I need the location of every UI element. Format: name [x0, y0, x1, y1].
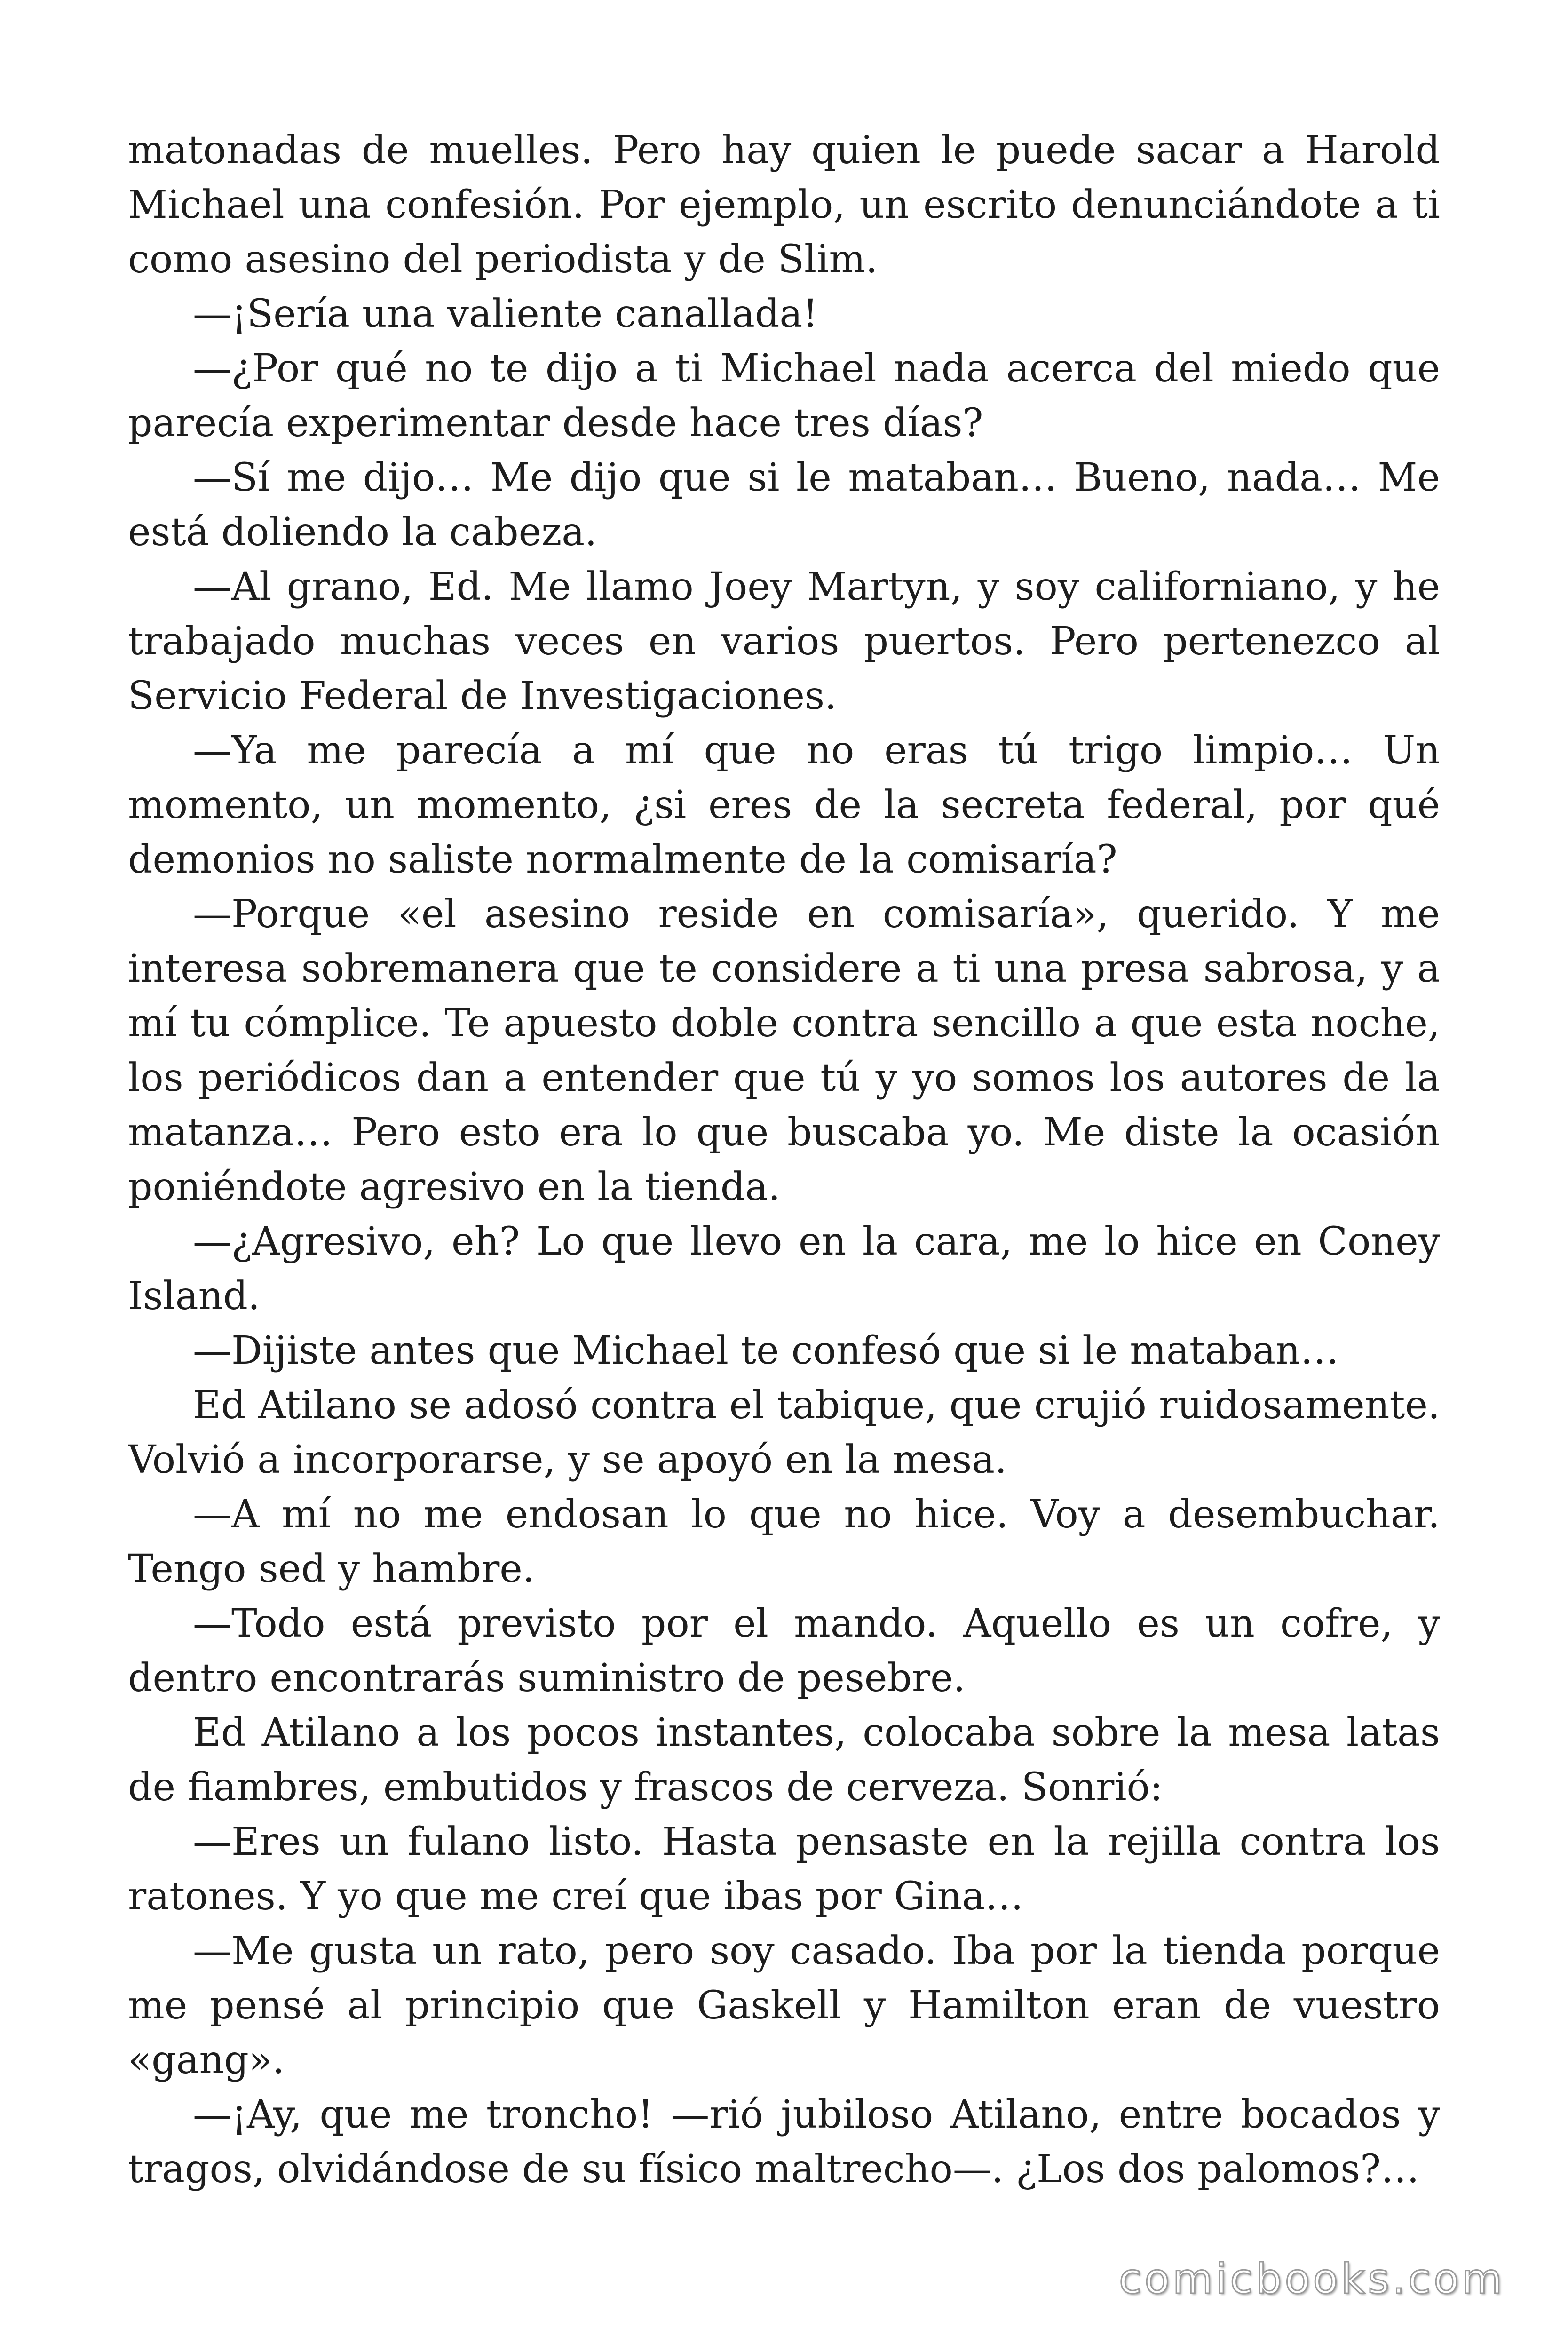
watermark-logo: comicbooks.com	[1118, 2255, 1505, 2303]
paragraph-2: —¡Sería una valiente canallada!	[193, 292, 818, 336]
paragraph-8: —¿Agresivo, eh? Lo que llevo en la cara, me lo hice en Coney Island.	[128, 1219, 1440, 1319]
paragraph-13: Ed Atilano a los pocos instantes, colocaba sobre la mesa latas de fiambres, embutidos y frascos de cerveza. Sonrió:	[128, 1710, 1440, 1810]
paragraph-5: —Al grano, Ed. Me llamo Joey Martyn, y soy californiano, y he trabajado muchas veces en varios puertos. Pero pertenezco al Servicio Federal de Investigaciones.	[128, 564, 1440, 718]
paragraph-16: —¡Ay, que me troncho! —rió jubiloso Atilano, entre bocados y tragos, olvidándose de su físico maltrecho—. ¿Los dos palomos?…	[128, 2092, 1440, 2192]
paragraph-10: Ed Atilano se adosó contra el tabique, que crujió ruidosamente. Volvió a incorporarse, y se apoyó en la mesa.	[128, 1383, 1440, 1482]
paragraph-6: —Ya me parecía a mí que no eras tú trigo limpio… Un momento, un momento, ¿si eres de la secreta federal, por qué demonios no saliste normalmente de la comisaría?	[128, 728, 1440, 882]
paragraph-12: —Todo está previsto por el mando. Aquello es un cofre, y dentro encontrarás suministro de pesebre.	[128, 1601, 1440, 1700]
paragraph-1: matonadas de muelles. Pero hay quien le puede sacar a Harold Michael una confesión. Por ejemplo, un escrito denunciándote a ti como asesino del periodista y de Slim.	[128, 128, 1440, 282]
paragraph-9: —Dijiste antes que Michael te confesó que si le mataban…	[193, 1328, 1339, 1373]
paragraph-3: —¿Por qué no te dijo a ti Michael nada acerca del miedo que parecía experimentar desde hace tres días?	[128, 346, 1440, 445]
paragraph-11: —A mí no me endosan lo que no hice. Voy a desembuchar. Tengo sed y hambre.	[128, 1492, 1440, 1591]
book-page-text	[128, 123, 1440, 2268]
paragraph-4: —Sí me dijo… Me dijo que si le mataban… Bueno, nada… Me está doliendo la cabeza.	[128, 455, 1440, 555]
paragraph-14: —Eres un fulano listo. Hasta pensaste en la rejilla contra los ratones. Y yo que me creí que ibas por Gina…	[128, 1820, 1440, 1919]
paragraph-15: —Me gusta un rato, pero soy casado. Iba por la tienda porque me pensé al principio que Gaskell y Hamilton eran de vuestro «gang».	[128, 1929, 1440, 2082]
paragraph-7: —Porque «el asesino reside en comisaría», querido. Y me interesa sobremanera que te considere a ti una presa sabrosa, y a mí tu cómplice. Te apuesto doble contra sencillo a que esta noche, los periódicos dan a entender que tú y yo somos los autores de la matanza… Pero esto era lo que buscaba yo. Me diste la ocasión poniéndote agresivo en la tienda.	[128, 892, 1440, 1209]
